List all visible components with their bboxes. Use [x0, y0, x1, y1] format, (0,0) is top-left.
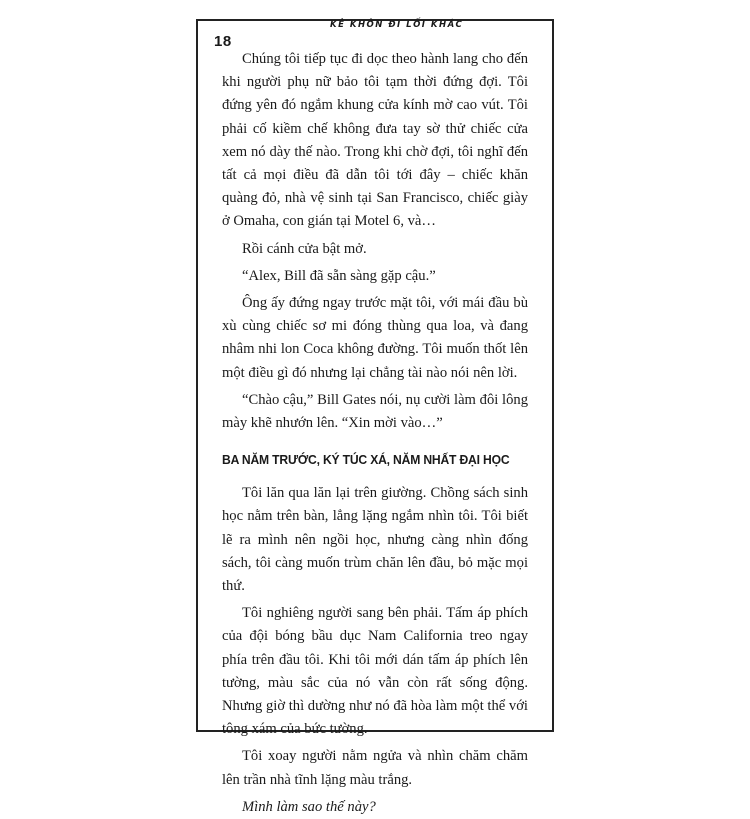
running-header: KẺ KHÔN ĐI LỐI KHÁC: [330, 20, 464, 30]
page-number: 18: [214, 33, 232, 50]
body-paragraph: “Alex, Bill đã sẵn sàng gặp cậu.”: [242, 267, 436, 284]
body-paragraph: Tôi xoay người nằm ngửa và nhìn chăm chăm lên trần nhà tĩnh lặng màu trắng.: [222, 748, 528, 788]
body-paragraph: Chúng tôi tiếp tục đi dọc theo hành lang cho đến khi người phụ nữ bảo tôi tạm thời đứng đợi. Tôi đứng yên đó ngắm khung cửa kính mờ cao vút. Tôi phải cố kiềm chế không đưa tay sờ thử chiếc cửa xem nó dày thế nào. Trong khi chờ đợi, tôi nghĩ đến tất cả mọi điều đã dẫn tôi tới đây – chiếc khăn quàng đỏ, nhà vệ sinh tại San Francisco, chiếc giày ở Omaha, con gián tại Motel 6, và…: [222, 51, 528, 230]
body-paragraph: Rồi cánh cửa bật mở.: [242, 240, 367, 257]
closing-italic-line: Mình làm sao thế này?: [242, 798, 376, 815]
body-paragraph: “Chào cậu,” Bill Gates nói, nụ cười làm đôi lông mày khẽ nhướn lên. “Xin mời vào…”: [222, 391, 528, 432]
body-paragraph: Tôi lăn qua lăn lại trên giường. Chồng sách sinh học nằm trên bàn, lẳng lặng ngắm nhìn tôi. Tôi biết lẽ ra mình nên ngồi học, nhưng càng nhìn đống sách, tôi càng muốn trùm chăn lên đầu, bỏ mặc mọi thứ.: [222, 485, 528, 595]
body-paragraph: Ông ấy đứng ngay trước mặt tôi, với mái đầu bù xù cùng chiếc sơ mi đóng thùng qua loa, và đang nhâm nhi lon Coca không đường. Tôi muốn thốt lên một điều gì đó nhưng lại chẳng tài nào nói nên lời.: [222, 295, 528, 381]
body-paragraph: Tôi nghiêng người sang bên phải. Tấm áp phích của đội bóng bầu dục Nam California treo ngay phía trên đầu tôi. Khi tôi mới dán tấm áp phích lên tường, màu sắc của nó vẫn còn rất sống động. Nhưng giờ thì dường như nó đã hòa làm một thể với tông xám của bức tường.: [222, 605, 528, 738]
page-body: [222, 48, 528, 819]
section-heading: BA NĂM TRƯỚC, KÝ TÚC XÁ, NĂM NHẤT ĐẠI HỌC: [222, 452, 510, 468]
